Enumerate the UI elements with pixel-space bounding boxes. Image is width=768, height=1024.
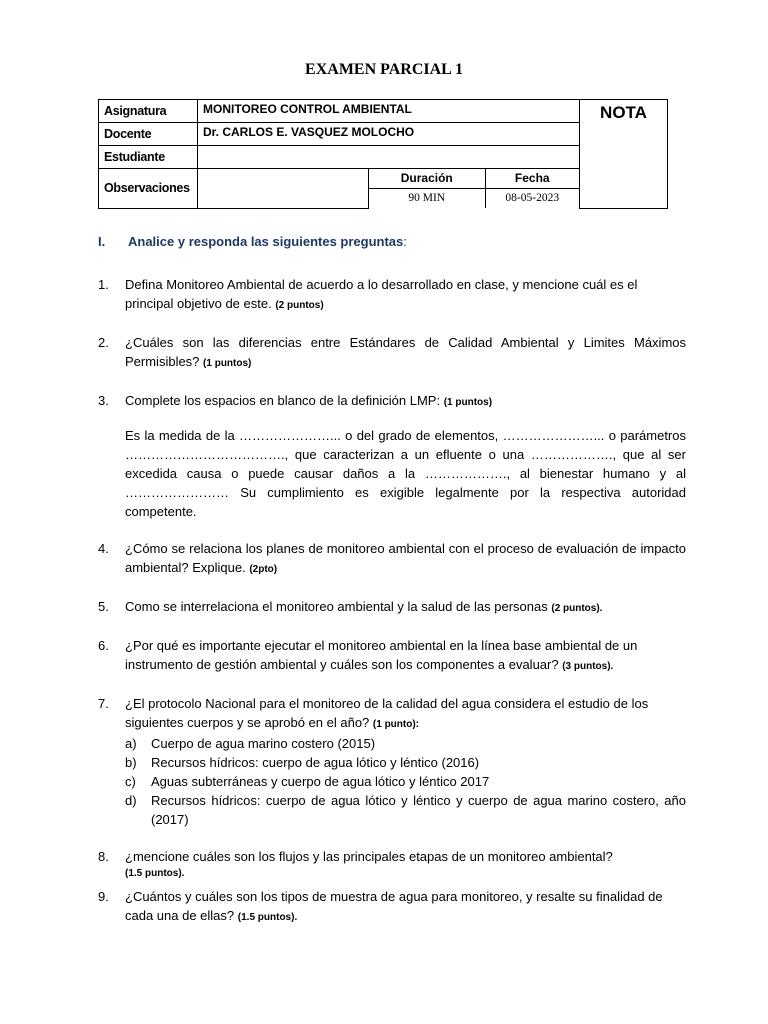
section-heading: I. Analice y responda las siguientes preguntas: (98, 234, 407, 249)
question-5: 5. Como se interrelaciona el monitoreo ambiental y la salud de las personas (2 puntos). (98, 599, 603, 614)
option-d: d) Recursos hídricos: cuerpo de agua lótico y léntico y cuerpo de agua marino costero, año (2017) (125, 793, 686, 827)
option-a: a) Cuerpo de agua marino costero (2015) (125, 736, 376, 751)
duracion-value: 90 MIN (369, 188, 485, 208)
observaciones-label: Observaciones (99, 169, 198, 209)
question-text: ¿mencione cuáles son los flujos y las principales etapas de un monitoreo ambiental? (125, 849, 613, 864)
question-text: ¿Cómo se relaciona los planes de monitoreo ambiental con el proceso de evaluación de impacto ambiental? Explique. (125, 541, 686, 575)
question-text: ¿El protocolo Nacional para el monitoreo de la calidad del agua considera el estudio de los siguientes cuerpos y se aprobó en el año? (125, 696, 649, 730)
question-points: (1.5 puntos). (125, 868, 185, 879)
estudiante-label: Estudiante (99, 146, 198, 169)
section-title: Analice y responda las siguientes preguntas (128, 234, 404, 249)
question-points: (1 punto): (372, 719, 419, 730)
question-points: (1.5 puntos). (237, 912, 298, 923)
question-3: 3. Complete los espacios en blanco de la definición LMP: (1 puntos) Es la medida de la …………………... o del grado de elementos, …………………... o parámetros ………………………………., que caracterizan a un efluente o una ………………., que al ser excedida causa o puede causar daños a la ………………., al bienestar humano y al …………………… Su cumplimiento es exigible legalmente por la respectiva autoridad competente. (98, 393, 686, 519)
observaciones-value[interactable] (198, 169, 369, 209)
question-points: (2 puntos). (551, 603, 603, 614)
question-9: 9. ¿Cuántos y cuáles son los tipos de muestra de agua para monitoreo, y resalte su finalidad de cada una de ellas? (1.5 puntos). (98, 889, 663, 923)
nota-cell (580, 100, 668, 209)
question-4: 4. ¿Cómo se relaciona los planes de monitoreo ambiental con el proceso de evaluación de impacto ambiental? Explique. (2pto) (98, 541, 686, 575)
question-text: Como se interrelaciona el monitoreo ambiental y la salud de las personas (125, 599, 548, 614)
asignatura-label: Asignatura (99, 100, 198, 123)
exam-title: EXAMEN PARCIAL 1 (305, 61, 463, 78)
option-list (125, 734, 686, 829)
lmp-fill-in-paragraph: Es la medida de la …………………... o del grado de elementos, …………………... o parámetros ………………………………., que caracterizan a un efluente o una ………………., que al ser excedida causa o puede causar daños a la ………………., al bienestar humano y al …………………… Su cumplimiento es exigible legalmente por la respectiva autoridad competente. (125, 428, 686, 519)
question-points: (3 puntos). (562, 661, 614, 672)
duracion-label: Duración (369, 169, 485, 188)
exam-content (98, 232, 686, 945)
question-text: Complete los espacios en blanco de la definición LMP: (125, 393, 441, 408)
question-points: (1 puntos) (443, 397, 493, 408)
estudiante-value[interactable] (198, 146, 580, 169)
option-c: c) Aguas subterráneas y cuerpo de agua lótico y léntico 2017 (125, 774, 490, 789)
fecha-value: 08-05-2023 (485, 188, 579, 208)
question-1: 1. Defina Monitoreo Ambiental de acuerdo a lo desarrollado en clase, y mencione cuál es el principal objetivo de este. (2 puntos) (98, 277, 638, 311)
question-6: 6. ¿Por qué es importante ejecutar el monitoreo ambiental en la línea base ambiental de un instrumento de gestión ambiental y cuáles son los componentes a evaluar? (3 puntos). (98, 638, 638, 672)
option-b: b) Recursos hídricos: cuerpo de agua lótico y léntico (2016) (125, 755, 480, 770)
question-text: ¿Cuáles son las diferencias entre Estándares de Calidad Ambiental y Limites Máximos Permisibles? (125, 335, 686, 369)
section-number: I. (98, 234, 106, 249)
docente-label: Docente (99, 123, 198, 146)
asignatura-value: MONITOREO CONTROL AMBIENTAL (198, 100, 580, 123)
question-points: (1 puntos) (203, 358, 252, 369)
question-8: 8. ¿mencione cuáles son los flujos y las principales etapas de un monitoreo ambiental? (1.5 puntos). (98, 847, 686, 881)
duracion-fecha-block (369, 169, 580, 209)
question-text: Defina Monitoreo Ambiental de acuerdo a lo desarrollado en clase, y mencione cuál es el principal objetivo de este. (125, 277, 638, 311)
question-7: 7. ¿El protocolo Nacional para el monitoreo de la calidad del agua considera el estudio de los siguientes cuerpos y se aprobó en el año? (1 punto): a) Cuerpo de agua marino costero (2015) b) Recursos hídricos: cuerpo de agua lótico y léntico (2016) c) Aguas subterráneas y cuerpo de agua lótico y léntico 2017 d) Recursos hídricos: cuerpo de agua lótico y léntico y cuerpo de agua marino costero, año (2017) (98, 696, 686, 827)
question-text: ¿Cuántos y cuáles son los tipos de muestra de agua para monitoreo, y resalte su finalidad de cada una de ellas? (125, 889, 663, 923)
question-text: ¿Por qué es importante ejecutar el monitoreo ambiental en la línea base ambiental de un instrumento de gestión ambiental y cuáles son los componentes a evaluar? (125, 638, 638, 672)
fecha-label: Fecha (485, 169, 579, 188)
question-points: (2 puntos) (275, 300, 324, 311)
nota-label: NOTA (600, 103, 647, 122)
docente-value: Dr. CARLOS E. VASQUEZ MOLOCHO (198, 123, 580, 146)
exam-header-table (98, 99, 668, 209)
question-points: (2pto) (249, 564, 278, 575)
question-2: 2. ¿Cuáles son las diferencias entre Estándares de Calidad Ambiental y Limites Máximos Permisibles? (1 puntos) (98, 335, 686, 369)
